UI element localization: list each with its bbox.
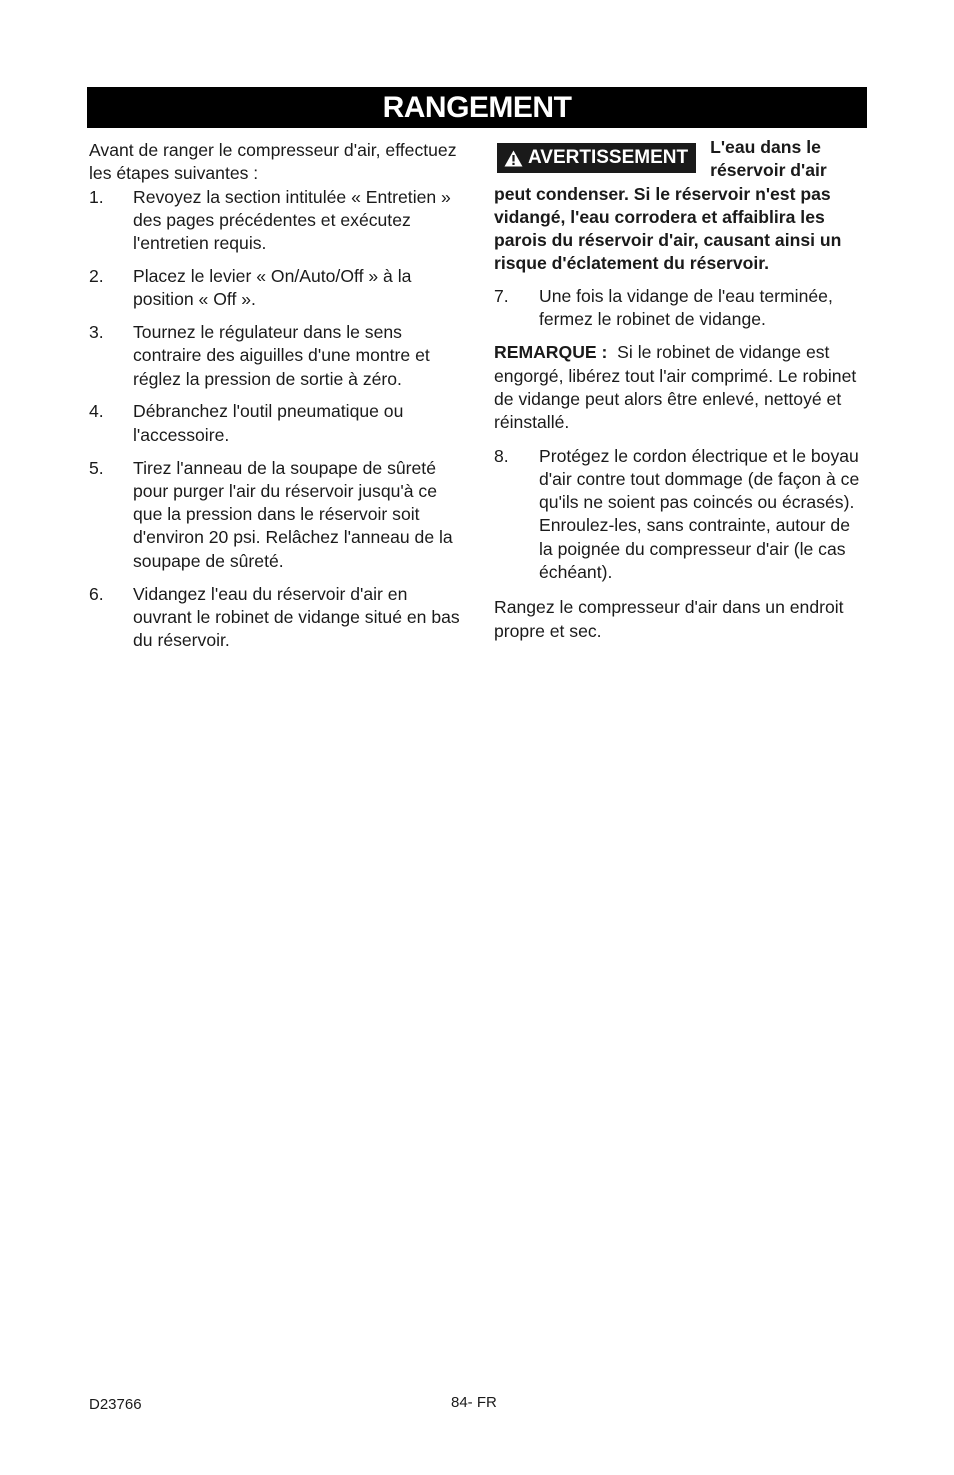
step-text: Une fois la vidange de l'eau terminée, fermez le robinet de vidange. bbox=[539, 285, 833, 330]
document-number: D23766 bbox=[89, 1396, 142, 1413]
step-number: 4. bbox=[89, 401, 104, 422]
page-number: 84- FR bbox=[451, 1394, 497, 1411]
list-item bbox=[494, 285, 866, 332]
warning-badge bbox=[497, 143, 696, 173]
left-column bbox=[89, 139, 464, 662]
step-text: Placez le levier « On/Auto/Off » à la position « Off ». bbox=[133, 265, 412, 310]
step-text: Protégez le cordon électrique et le boyau d'air contre tout dommage (de façon à ce qu'ils ne soient pas coincés ou écrasés). Enroulez-les, sans contrainte, autour de la poignée du compresseur d'air (le cas échéant). bbox=[539, 445, 860, 583]
step-number: 8. bbox=[494, 445, 509, 466]
step-number: 2. bbox=[89, 265, 104, 286]
step-number: 7. bbox=[494, 285, 509, 306]
list-item bbox=[89, 186, 464, 256]
warning-text: L'eau dans le réservoir d'air peut condenser. Si le réservoir n'est pas vidangé, l'eau corrodera et affaiblira les parois du réservoir d'air, causant ainsi un risque d'éclatement du réservoir. bbox=[494, 137, 842, 274]
step-number: 3. bbox=[89, 322, 104, 343]
warning-triangle-icon bbox=[504, 150, 523, 167]
closing-text: Rangez le compresseur d'air dans un endroit propre et sec. bbox=[494, 597, 844, 641]
step-text: Débranchez l'outil pneumatique ou l'accessoire. bbox=[133, 401, 404, 445]
steps-list bbox=[89, 186, 464, 653]
list-item bbox=[89, 321, 464, 391]
note-paragraph bbox=[494, 341, 866, 434]
step-text: Tournez le régulateur dans le sens contraire des aiguilles d'une montre et réglez la pression de sortie à zéro. bbox=[133, 322, 430, 389]
list-item bbox=[494, 445, 866, 585]
step-text: Vidangez l'eau du réservoir d'air en ouvrant le robinet de vidange situé en bas du réservoir. bbox=[133, 583, 460, 651]
section-title-bar bbox=[87, 87, 867, 128]
step-number: 1. bbox=[89, 186, 104, 207]
intro-text: Avant de ranger le compresseur d'air, effectuez les étapes suivantes : bbox=[89, 140, 457, 184]
list-item bbox=[89, 583, 464, 653]
warning-block bbox=[494, 136, 866, 276]
step-number: 5. bbox=[89, 457, 104, 478]
step-number: 6. bbox=[89, 583, 104, 604]
list-item bbox=[89, 457, 464, 573]
step-text: Revoyez la section intitulée « Entretien » des pages précédentes et exécutez l'entretien requis. bbox=[133, 186, 451, 254]
warning-label: AVERTISSEMENT bbox=[528, 147, 689, 169]
page-title: RANGEMENT bbox=[382, 90, 572, 124]
list-item bbox=[89, 400, 464, 447]
note-text: Si le robinet de vidange est engorgé, libérez tout l'air comprimé. Le robinet de vidange peut alors être enlevé, nettoyé et réinstallé. bbox=[494, 342, 857, 433]
right-column bbox=[494, 136, 866, 643]
note-label: REMARQUE : bbox=[494, 342, 608, 363]
step-text: Tirez l'anneau de la soupape de sûreté pour purger l'air du réservoir jusqu'à ce que la pression dans le réservoir soit d'environ 20 psi. Relâchez l'anneau de la soupape de sûreté. bbox=[133, 457, 453, 571]
list-item bbox=[89, 265, 464, 312]
